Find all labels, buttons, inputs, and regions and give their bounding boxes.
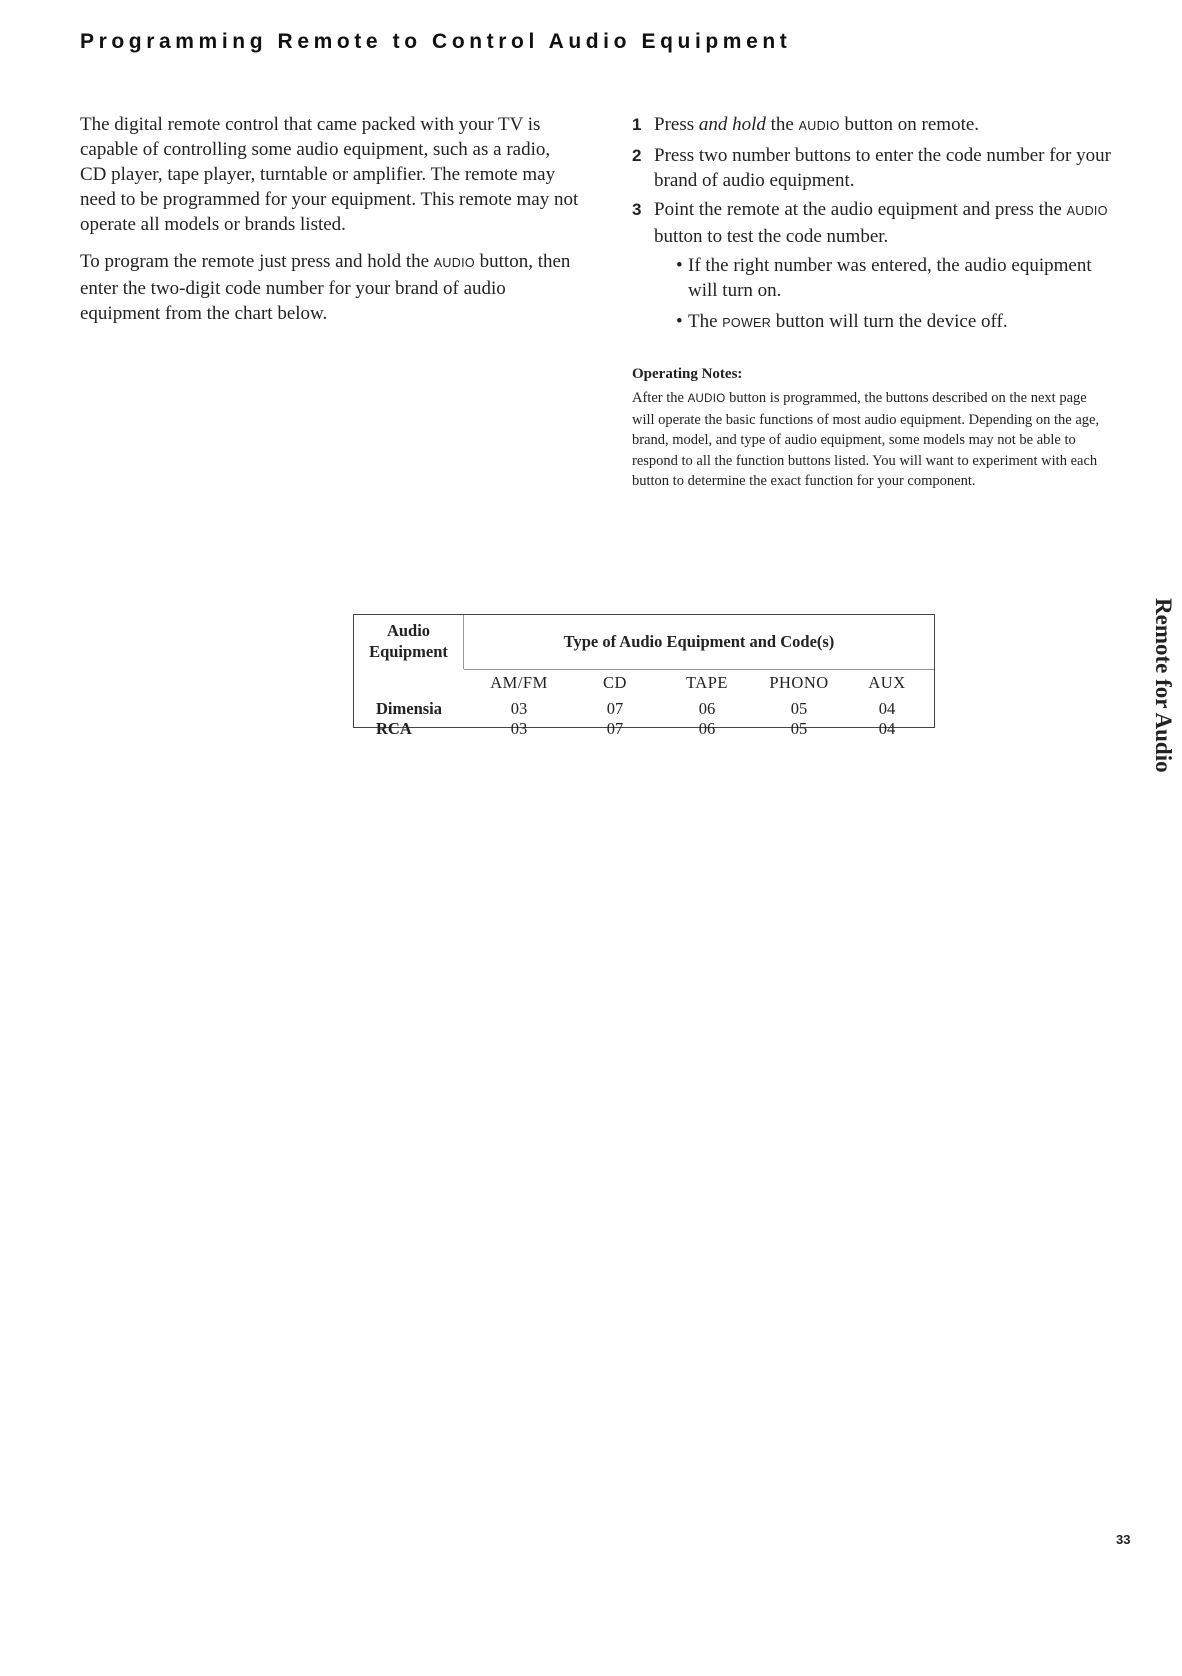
step-1-mid: the — [765, 114, 799, 135]
brand-header-line-2: Equipment — [369, 642, 448, 661]
brand-name: Dimensia — [376, 699, 442, 718]
page-title: Programming Remote to Control Audio Equipment — [80, 30, 792, 53]
notes-pre: After the — [632, 390, 688, 407]
intro-p2-post: button, then enter the two-digit code number for your brand of audio equipment from the chart below. — [80, 251, 571, 324]
notes-post: button is programmed, the buttons described on the next page will operate the basic functions of most audio equipment. Depending on the age, brand, model, and type of audio equipment, some models may not be able to respond to all the function buttons listed. You will want to experiment with each button to determine the exact function for your component. — [632, 390, 1100, 490]
step-1-emphasis: and hold — [698, 114, 766, 135]
step-2-text: Press two number buttons to enter the code number for your brand of audio equipment. — [654, 145, 1111, 191]
bullet-2-post: button will turn the device off. — [771, 311, 1008, 332]
code-cell: 05 — [790, 719, 808, 738]
code-cell: 07 — [606, 719, 624, 738]
bullet-turn-off — [676, 309, 1117, 336]
column-header: AUX — [868, 673, 906, 692]
page-number: 33 — [1116, 1532, 1131, 1547]
section-tab: Remote for Audio — [1151, 598, 1176, 773]
code-cell: 04 — [878, 699, 896, 718]
step-number: 1 — [632, 115, 642, 134]
step-1 — [632, 112, 1117, 139]
intro-paragraph-1: The digital remote control that came packed with your TV is capable of controlling some audio equipment, such as a radio, CD player, tape player, turntable or amplifier. The remote may need to be programmed for your equipment. This remote may not operate all models or brands listed. — [80, 114, 579, 235]
column-headers — [354, 673, 934, 697]
header-divider — [464, 669, 934, 670]
code-cell: 06 — [698, 699, 716, 718]
code-cell: 03 — [510, 699, 528, 718]
step-3-bullets — [654, 253, 1117, 336]
step-3-post: button to test the code number. — [654, 226, 889, 247]
step-1-pre: Press — [654, 114, 699, 135]
operating-notes — [632, 364, 1112, 491]
notes-body — [632, 388, 1112, 491]
audio-key-label: AUDIO — [687, 393, 726, 406]
intro-section — [80, 112, 580, 338]
steps-section — [632, 112, 1117, 342]
intro-p2-pre: To program the remote just press and hold the — [80, 251, 434, 272]
brand-header-line-1: Audio — [386, 621, 431, 640]
column-header: TAPE — [686, 673, 728, 692]
table-row — [354, 719, 934, 739]
column-header: PHONO — [769, 673, 829, 692]
step-2 — [632, 143, 1117, 193]
audio-key-label: AUDIO — [433, 256, 475, 270]
code-table — [353, 614, 935, 738]
step-3-pre: Point the remote at the audio equipment and press the — [654, 199, 1067, 220]
bullet-2-pre: The — [688, 311, 723, 332]
code-cell: 04 — [878, 719, 896, 738]
brand-column-header — [354, 615, 464, 669]
type-header: Type of Audio Equipment and Code(s) — [563, 632, 835, 651]
audio-key-label: AUDIO — [798, 119, 840, 133]
step-number: 2 — [632, 146, 642, 165]
code-cell: 06 — [698, 719, 716, 738]
column-header: AM/FM — [490, 673, 548, 692]
bullet-turn-on: • If the right number was entered, the audio equipment will turn on. — [676, 253, 1117, 303]
step-1-post: button on remote. — [839, 114, 980, 135]
brand-name: RCA — [376, 719, 412, 738]
table-row — [354, 699, 934, 719]
audio-key-label: AUDIO — [1066, 204, 1108, 218]
intro-paragraph-2 — [80, 249, 580, 326]
code-cell: 07 — [606, 699, 624, 718]
notes-heading: Operating Notes: — [632, 366, 743, 382]
code-cell: 03 — [510, 719, 528, 738]
power-key-label: POWER — [722, 316, 772, 330]
step-number: 3 — [632, 200, 642, 219]
column-header: CD — [603, 673, 627, 692]
step-3 — [632, 197, 1117, 336]
code-cell: 05 — [790, 699, 808, 718]
